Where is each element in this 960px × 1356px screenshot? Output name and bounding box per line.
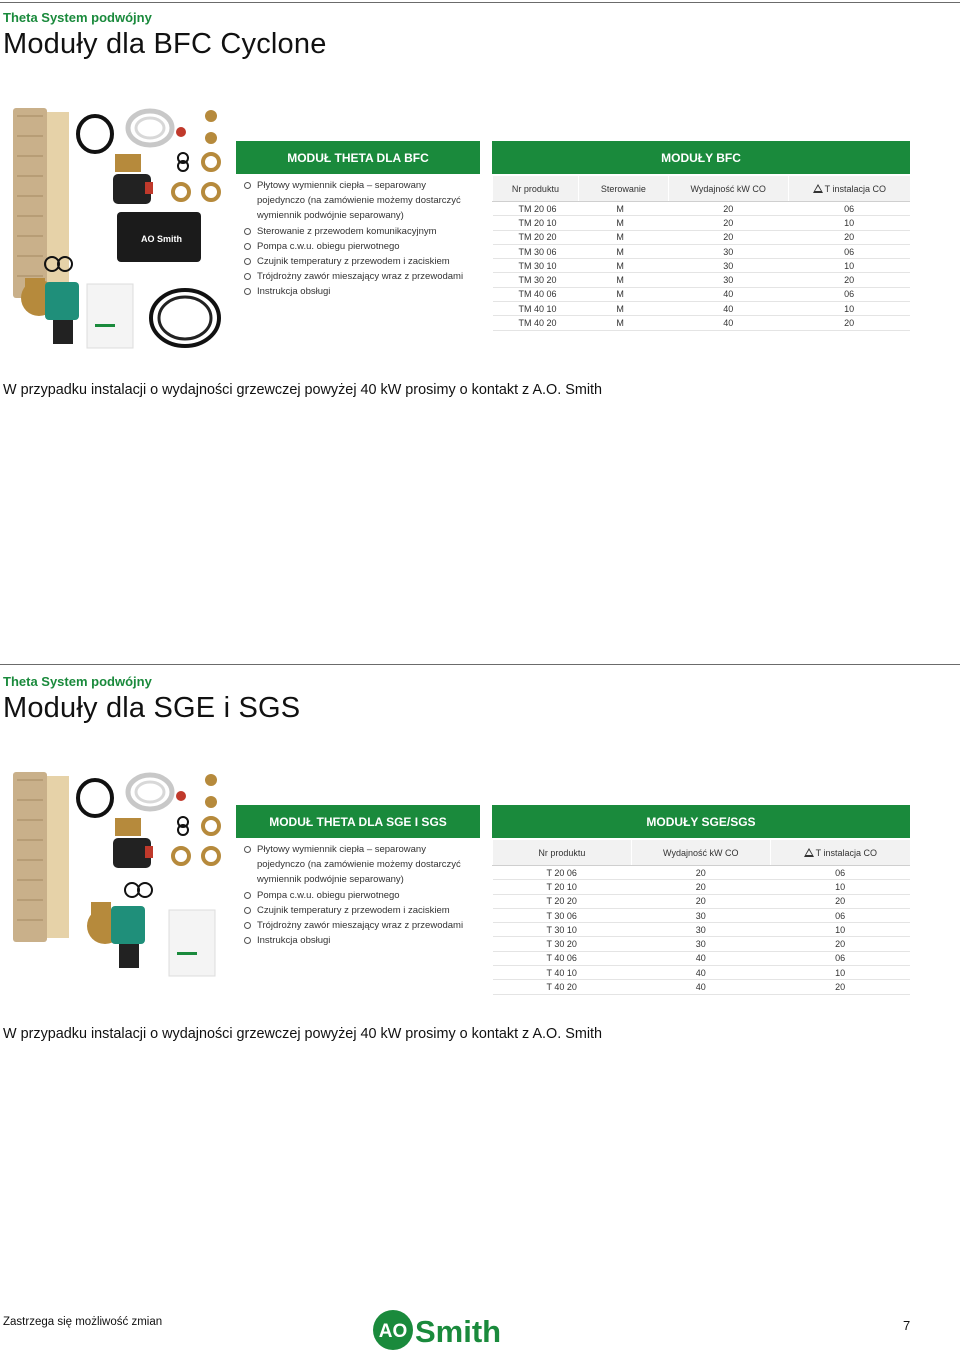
section-divider (0, 664, 960, 665)
table-cell: TM 30 06 (493, 244, 579, 258)
table-row (493, 244, 911, 258)
table-cell: M (578, 216, 668, 230)
list-item: Czujnik temperatury z przewodem i zaciskiem (244, 254, 476, 269)
list-item: Pompa c.w.u. obiegu pierwotnego (244, 239, 476, 254)
ao-smith-logo (372, 1309, 508, 1351)
table-cell: T 40 06 (493, 951, 632, 965)
table-row (493, 951, 911, 965)
table-cell: T 30 10 (493, 923, 632, 937)
module-header: MODUŁ THETA DLA SGE I SGS (236, 805, 480, 838)
table-row (493, 894, 911, 908)
delta-icon (804, 848, 814, 857)
table-cell: 10 (788, 302, 910, 316)
table-cell: 10 (770, 966, 910, 980)
table-cell: 06 (788, 244, 910, 258)
table-cell: 06 (788, 202, 910, 216)
table-cell: 30 (668, 273, 788, 287)
table-cell: M (578, 244, 668, 258)
section-divider (0, 2, 960, 3)
table-cell: 40 (668, 287, 788, 301)
svg-text:AO Smith: AO Smith (141, 234, 183, 244)
table-cell: M (578, 273, 668, 287)
table-cell: M (578, 259, 668, 273)
contact-note: W przypadku instalacji o wydajności grzewczej powyżej 40 kW prosimy o kontakt z A.O. Smith (3, 382, 603, 398)
list-item: Płytowy wymiennik ciepła – separowany pojedynczo (na zamówienie możemy dostarczyć wymiennik podwójnie separowany) (244, 842, 476, 888)
table-cell: 20 (631, 894, 770, 908)
column-header: Nr produktu (493, 840, 632, 866)
list-item: Trójdrożny zawór mieszający wraz z przewodami (244, 918, 476, 933)
table-row (493, 273, 911, 287)
column-header: Sterowanie (578, 176, 668, 202)
feature-list (244, 178, 476, 300)
table-cell: 40 (668, 302, 788, 316)
table-cell: 40 (668, 316, 788, 330)
table-cell: 20 (788, 230, 910, 244)
table-header-row (493, 840, 911, 866)
table-cell: 30 (631, 923, 770, 937)
product-photo (5, 766, 240, 986)
list-item: Pompa c.w.u. obiegu pierwotnego (244, 888, 476, 903)
table-cell: M (578, 302, 668, 316)
list-item: Instrukcja obsługi (244, 284, 476, 299)
table-row (493, 966, 911, 980)
table-row (493, 980, 911, 994)
table-cell: 10 (770, 880, 910, 894)
spec-table (492, 840, 910, 995)
table-cell: 06 (788, 287, 910, 301)
table-cell: T 40 10 (493, 966, 632, 980)
column-header: Nr produktu (493, 176, 579, 202)
table-cell: TM 40 06 (493, 287, 579, 301)
footer-disclaimer: Zastrzega się możliwość zmian (3, 1316, 163, 1328)
column-header: T instalacja CO (770, 840, 910, 866)
table-cell: M (578, 287, 668, 301)
table-cell: 30 (631, 908, 770, 922)
table-row (493, 259, 911, 273)
section-kicker: Theta System podwójny (3, 10, 152, 25)
table-cell: TM 20 20 (493, 230, 579, 244)
feature-list (244, 842, 476, 948)
table-row (493, 216, 911, 230)
table-row (493, 316, 911, 330)
table-cell: 20 (631, 866, 770, 880)
list-item: Sterowanie z przewodem komunikacyjnym (244, 224, 476, 239)
table-cell: M (578, 316, 668, 330)
table-row (493, 908, 911, 922)
table-cell: TM 30 10 (493, 259, 579, 273)
table-row (493, 937, 911, 951)
column-header: Wydajność kW CO (631, 840, 770, 866)
table-cell: M (578, 202, 668, 216)
table-cell: 10 (788, 216, 910, 230)
section-kicker: Theta System podwójny (3, 674, 152, 689)
logo-mark-icon (372, 1309, 508, 1351)
module-header: MODUŁ THETA DLA BFC (236, 141, 480, 174)
table-cell: 06 (770, 866, 910, 880)
table-cell: 20 (788, 273, 910, 287)
table-cell: T 30 06 (493, 908, 632, 922)
svg-text:Smith: Smith (415, 1314, 502, 1349)
table-row (493, 287, 911, 301)
table-cell: 20 (770, 894, 910, 908)
contact-note: W przypadku instalacji o wydajności grzewczej powyżej 40 kW prosimy o kontakt z A.O. Smith (3, 1026, 603, 1042)
list-item: Czujnik temperatury z przewodem i zaciskiem (244, 903, 476, 918)
table-cell: 40 (631, 951, 770, 965)
table-row (493, 866, 911, 880)
table-row (493, 880, 911, 894)
table-row (493, 302, 911, 316)
table-cell: 30 (668, 244, 788, 258)
table-cell: M (578, 230, 668, 244)
table-header: MODUŁY SGE/SGS (492, 805, 910, 838)
table-cell: TM 20 06 (493, 202, 579, 216)
table-row (493, 230, 911, 244)
table-cell: TM 40 20 (493, 316, 579, 330)
table-cell: 30 (668, 259, 788, 273)
table-header: MODUŁY BFC (492, 141, 910, 174)
table-cell: T 20 20 (493, 894, 632, 908)
table-cell: T 30 20 (493, 937, 632, 951)
table-cell: 10 (770, 923, 910, 937)
table-cell: T 20 06 (493, 866, 632, 880)
table-cell: TM 30 20 (493, 273, 579, 287)
list-item: Płytowy wymiennik ciepła – separowany pojedynczo (na zamówienie możemy dostarczyć wymiennik podwójnie separowany) (244, 178, 476, 224)
list-item: Trójdrożny zawór mieszający wraz z przewodami (244, 269, 476, 284)
table-cell: TM 40 10 (493, 302, 579, 316)
table-cell: 40 (631, 980, 770, 994)
column-header: T instalacja CO (788, 176, 910, 202)
column-header: Wydajność kW CO (668, 176, 788, 202)
table-cell: 20 (668, 230, 788, 244)
table-cell: 30 (631, 937, 770, 951)
svg-text:AO: AO (378, 1321, 408, 1342)
page-title: Moduły dla BFC Cyclone (3, 28, 327, 60)
table-cell: 20 (668, 216, 788, 230)
delta-icon (813, 184, 823, 193)
product-photo (5, 102, 240, 354)
section-title: Moduły dla SGE i SGS (3, 692, 301, 724)
table-cell: TM 20 10 (493, 216, 579, 230)
table-cell: 20 (770, 937, 910, 951)
table-cell: 20 (788, 316, 910, 330)
table-cell: 40 (631, 966, 770, 980)
table-cell: 20 (631, 880, 770, 894)
table-cell: T 40 20 (493, 980, 632, 994)
table-row (493, 202, 911, 216)
table-cell: 20 (770, 980, 910, 994)
table-cell: 20 (668, 202, 788, 216)
table-cell: 10 (788, 259, 910, 273)
spec-table (492, 176, 910, 331)
list-item: Instrukcja obsługi (244, 933, 476, 948)
table-cell: T 20 10 (493, 880, 632, 894)
table-cell: 06 (770, 908, 910, 922)
page-number: 7 (903, 1318, 911, 1333)
table-cell: 06 (770, 951, 910, 965)
table-row (493, 923, 911, 937)
table-header-row (493, 176, 911, 202)
